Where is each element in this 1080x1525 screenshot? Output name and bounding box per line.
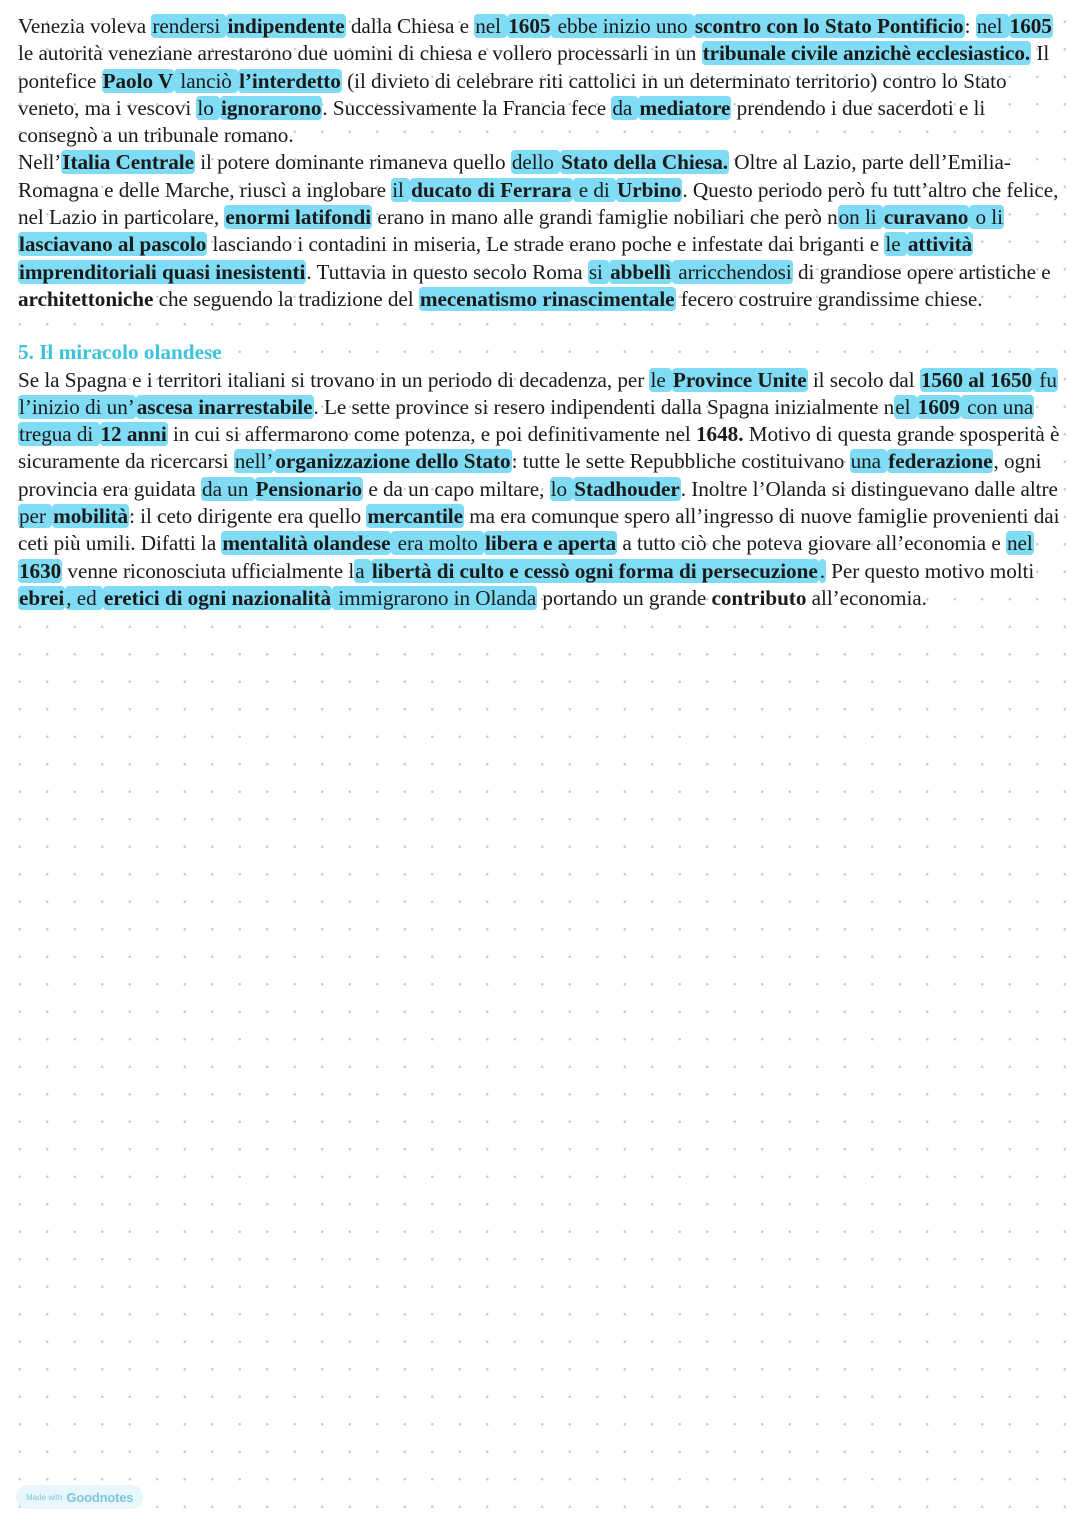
highlighted-text: 12 anni: [100, 422, 167, 447]
text-run: Se la Spagna e i territori italiani si trovano in un periodo di decadenza, per: [18, 367, 650, 392]
made-with-label: Made with: [26, 1492, 63, 1502]
bold-text: contributo: [711, 585, 807, 610]
highlighted-text: , ed: [66, 585, 102, 610]
highlighted-text: si: [588, 259, 609, 284]
text-run: il secolo dal: [807, 367, 920, 392]
text-run: Il pontefice: [18, 41, 1050, 93]
text-run: lasciando i contadini in miseria, Le strade erano poche e infestate dai briganti e: [207, 232, 885, 257]
highlighted-text: libertà di culto e cessò ogni forma di persecuzione: [371, 558, 818, 583]
text-run: di grandiose opere artistiche e: [792, 259, 1051, 284]
highlighted-text: lo: [550, 476, 573, 501]
text-run: dalla Chiesa e: [345, 14, 475, 38]
highlighted-text: Stadhouder: [574, 476, 680, 501]
highlighted-text: .: [819, 558, 825, 583]
text-run: prendendo i due sacerdoti e li consegnò a un tribunale romano.: [18, 95, 986, 148]
text-run: Oltre al Lazio, parte dell’Emilia-Romagna e delle Marche, riuscì a inglobare: [18, 150, 1011, 202]
text-run: : il ceto dirigente era quello: [129, 504, 367, 529]
highlighted-text: Province Unite: [672, 367, 807, 392]
text-run: fecero costruire grandissime chiese.: [675, 286, 983, 311]
highlighted-text: enormi latifondi: [225, 205, 372, 230]
highlighted-text: rendersi: [152, 14, 226, 38]
text-run: Nell’: [18, 150, 62, 175]
highlighted-text: Urbino: [616, 177, 682, 202]
note-page: [18, 13, 1068, 612]
highlighted-text: 1560 al 1650: [920, 367, 1033, 392]
highlighted-text: 1609: [917, 394, 960, 419]
text-run: le autorità veneziane arrestarono due uomini di chiesa e vollero processarli in un: [18, 41, 702, 66]
highlighted-text: Pensionario: [255, 476, 363, 501]
highlighted-text: 1630: [19, 558, 62, 583]
highlighted-text: curavano: [883, 205, 969, 230]
highlighted-text: era molto: [392, 531, 484, 556]
highlighted-text: o li: [970, 205, 1003, 230]
highlighted-text: ignorarono: [221, 95, 322, 120]
text-run: e da un capo miltare,: [363, 476, 550, 501]
text-run: : tutte le sette Repubbliche costituivano: [511, 449, 850, 474]
highlighted-text: il: [392, 177, 410, 202]
highlighted-text: ascesa inarrestabile: [136, 394, 313, 419]
highlighted-text: da un: [202, 476, 254, 501]
highlighted-text: scontro con lo Stato Pontificio: [694, 14, 964, 38]
highlighted-text: una: [850, 449, 887, 474]
section-heading: 5. Il miracolo olandese: [18, 340, 222, 365]
paragraph-italia-centrale: [18, 149, 1068, 313]
text-run: ma era comunque spero all’ingresso di nuove famiglie provenienti dai ceti più umili. Difatti la: [18, 504, 1060, 556]
highlighted-text: nell’: [234, 449, 274, 474]
highlighted-text: fu l’inizio di un’: [19, 367, 1057, 419]
highlighted-text: indipendente: [227, 14, 345, 38]
highlighted-text: el: [895, 394, 916, 419]
text-run: all’economia.: [806, 585, 927, 610]
highlighted-text: le: [650, 367, 671, 392]
highlighted-text: tribunale civile anzichè ecclesiastico.: [702, 41, 1031, 66]
highlighted-text: e di: [573, 177, 615, 202]
highlighted-text: lo: [197, 95, 220, 120]
text-run: . Questo periodo però fu tutt’altro che felice, nel Lazio in particolare,: [18, 177, 1059, 230]
highlighted-text: lanciò: [175, 68, 238, 93]
highlighted-text: federazione: [888, 449, 993, 474]
text-run: erano in mano alle grandi famiglie nobiliari che però n: [372, 205, 838, 230]
text-run: portando un grande: [537, 585, 712, 610]
highlighted-text: dello: [511, 150, 560, 175]
text-run: venne riconosciuta ufficialmente l: [62, 558, 355, 583]
text-run: in cui si affermarono come potenza, e poi definitivamente nel: [167, 422, 697, 447]
text-run: Venezia voleva: [18, 14, 152, 38]
text-run: Motivo di questa grande sposperità è sicuramente da ricercarsi: [18, 422, 1060, 474]
highlighted-text: a: [355, 558, 370, 583]
highlighted-text: mediatore: [639, 95, 731, 120]
highlighted-text: lasciavano al pascolo: [19, 232, 207, 257]
text-run: , ogni provincia era guidata: [18, 449, 1042, 501]
highlighted-text: eretici di ogni nazionalità: [103, 585, 332, 610]
highlighted-text: da: [612, 95, 638, 120]
highlighted-text: mentalità olandese: [222, 531, 391, 556]
paragraph-venezia: [18, 13, 1068, 149]
highlighted-text: mecenatismo rinascimentale: [419, 286, 675, 311]
goodnotes-logo: Goodnotes: [66, 1489, 134, 1505]
bold-text: architettoniche: [18, 286, 154, 311]
text-run: . Inoltre l’Olanda si distinguevano dalle altre: [680, 476, 1058, 501]
highlighted-text: mercantile: [367, 504, 463, 529]
highlighted-text: ebbe inizio uno: [552, 14, 693, 38]
paragraph-miracolo-olandese: [18, 367, 1068, 613]
highlighted-text: Italia Centrale: [62, 150, 194, 175]
highlighted-text: per: [19, 504, 52, 529]
highlighted-text: l’interdetto: [239, 68, 341, 93]
highlighted-text: ducato di Ferrara: [411, 177, 572, 202]
text-run: a tutto ciò che poteva giovare all’economia e: [617, 531, 1007, 556]
highlighted-text: Stato della Chiesa.: [561, 150, 728, 175]
highlighted-text: ebrei: [19, 585, 65, 610]
highlighted-text: arricchendosi: [672, 259, 792, 284]
highlighted-text: con una tregua di: [19, 394, 1034, 447]
highlighted-text: libera e aperta: [485, 531, 617, 556]
text-run: . Successivamente la Francia fece: [322, 95, 612, 120]
highlighted-text: abbellì: [610, 259, 671, 284]
highlighted-text: nel: [1007, 531, 1033, 556]
text-run: . Le sette province si resero indipendenti dalla Spagna inizialmente n: [313, 394, 895, 419]
goodnotes-badge: [16, 1485, 143, 1509]
highlighted-text: nel: [976, 14, 1008, 38]
highlighted-text: 1605: [1009, 14, 1052, 38]
text-run: . Tuttavia in questo secolo Roma: [306, 259, 588, 284]
highlighted-text: on li: [838, 205, 882, 230]
text-run: :: [964, 14, 976, 38]
text-run: che seguendo la tradizione del: [153, 286, 419, 311]
highlighted-text: mobilità: [53, 504, 129, 529]
highlighted-text: immigrarono in Olanda: [333, 585, 537, 610]
highlighted-text: nel: [475, 14, 507, 38]
text-run: Per questo motivo molti: [825, 558, 1035, 583]
highlighted-text: organizzazione dello Stato: [275, 449, 511, 474]
bold-text: 1648.: [696, 422, 744, 447]
text-run: (il divieto di celebrare riti cattolici in un determinato territorio) contro lo Stato veneto, ma i vescovi: [18, 68, 1007, 120]
highlighted-text: Paolo V: [102, 68, 174, 93]
highlighted-text: le: [885, 232, 906, 257]
highlighted-text: attività imprenditoriali quasi inesistenti: [19, 232, 973, 284]
text-run: il potere dominante rimaneva quello: [194, 150, 511, 175]
highlighted-text: 1605: [508, 14, 551, 38]
